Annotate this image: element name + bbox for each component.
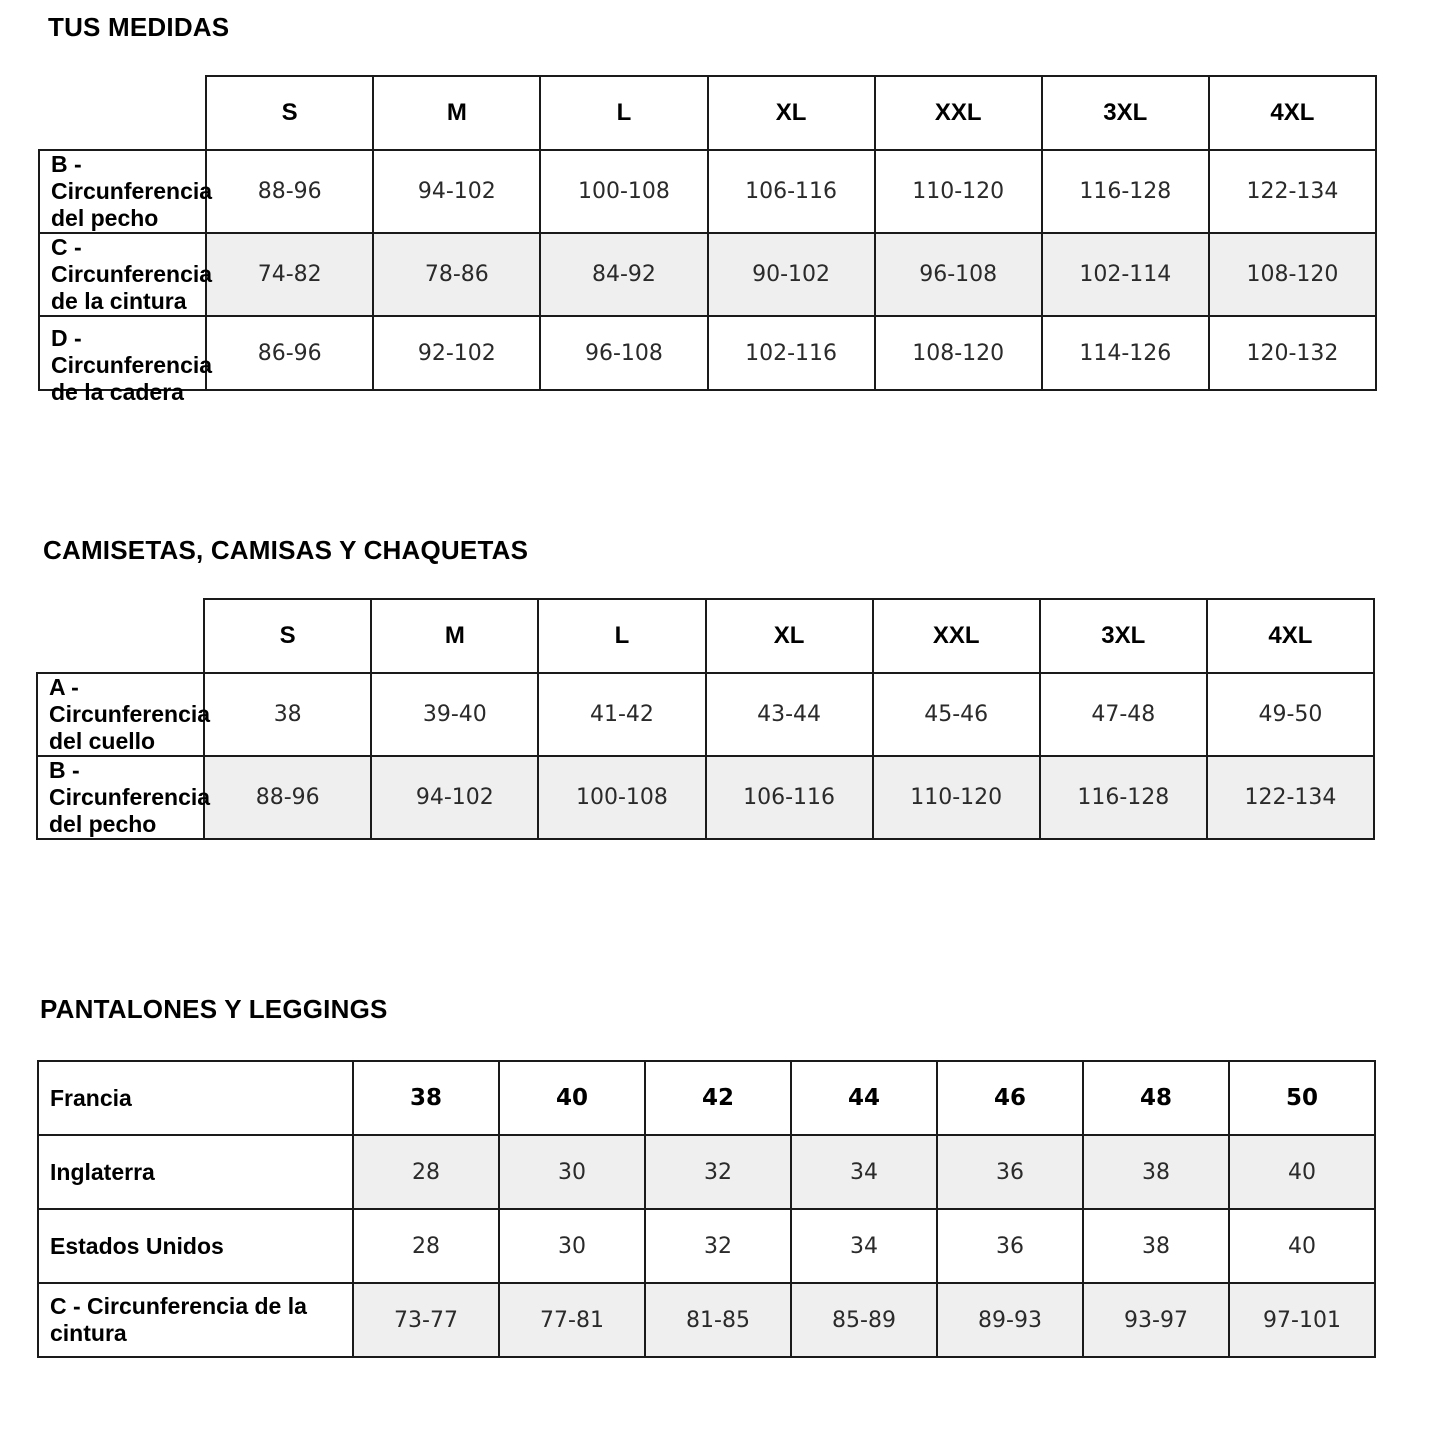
table-cell: 32 <box>645 1209 791 1283</box>
table-cell: 38 <box>1083 1209 1229 1283</box>
size-header-l: L <box>538 599 705 673</box>
table-cell: 81-85 <box>645 1283 791 1357</box>
table-cell: 74-82 <box>206 233 373 316</box>
size-header: 48 <box>1083 1061 1229 1135</box>
table-cell: 100-108 <box>538 756 705 839</box>
row-label-usa: Estados Unidos <box>38 1209 353 1283</box>
size-header-xl: XL <box>706 599 873 673</box>
row-label-france: Francia <box>38 1061 353 1135</box>
measurements-table <box>38 75 1377 405</box>
size-header-xl: XL <box>708 76 875 150</box>
row-label-hip-text: D - Circunferencia de la cadera <box>51 325 213 405</box>
table-cell: 78-86 <box>373 233 540 316</box>
table-cell: 94-102 <box>373 150 540 233</box>
size-header-3xl: 3XL <box>1040 599 1207 673</box>
table-cell: 93-97 <box>1083 1283 1229 1357</box>
table-cell: 84-92 <box>540 233 707 316</box>
table-cell: 89-93 <box>937 1283 1083 1357</box>
table-cell: 88-96 <box>204 756 371 839</box>
table-cell: 34 <box>791 1135 937 1209</box>
table-cell: 102-114 <box>1042 233 1209 316</box>
table-cell: 28 <box>353 1209 499 1283</box>
table-cell: 96-108 <box>875 233 1042 316</box>
table-cell: 36 <box>937 1135 1083 1209</box>
section-title-camisetas: CAMISETAS, CAMISAS Y CHAQUETAS <box>43 535 529 565</box>
table-cell: 49-50 <box>1207 673 1374 756</box>
pants-table <box>37 1060 1376 1358</box>
size-header-row <box>39 76 1376 150</box>
table-cell: 94-102 <box>371 756 538 839</box>
table-cell: 40 <box>1229 1209 1375 1283</box>
table-cell: 97-101 <box>1229 1283 1375 1357</box>
section-title-medidas: TUS MEDIDAS <box>48 12 230 42</box>
table-row <box>39 316 1376 390</box>
table-cell: 120-132 <box>1209 316 1376 390</box>
table-cell: 100-108 <box>540 150 707 233</box>
table-row <box>37 673 1374 756</box>
table-corner <box>39 76 206 150</box>
table-cell: 38 <box>1083 1135 1229 1209</box>
table-cell: 116-128 <box>1040 756 1207 839</box>
table-cell: 47-48 <box>1040 673 1207 756</box>
size-header-row <box>37 599 1374 673</box>
table-cell: 92-102 <box>373 316 540 390</box>
size-header-m: M <box>373 76 540 150</box>
table-cell: 36 <box>937 1209 1083 1283</box>
row-label-waist: C - Circunferencia de la cintura <box>38 1283 353 1357</box>
size-header: 46 <box>937 1061 1083 1135</box>
table-cell: 106-116 <box>706 756 873 839</box>
table-cell: 30 <box>499 1209 645 1283</box>
row-label-england: Inglaterra <box>38 1135 353 1209</box>
table-cell: 88-96 <box>206 150 373 233</box>
table-cell: 38 <box>204 673 371 756</box>
table-cell: 86-96 <box>206 316 373 390</box>
table-cell: 30 <box>499 1135 645 1209</box>
table-row <box>38 1283 1375 1357</box>
row-label-waist: C - Circunferencia de la cintura <box>39 233 206 316</box>
size-header-row <box>38 1061 1375 1135</box>
table-cell: 34 <box>791 1209 937 1283</box>
size-header-s: S <box>206 76 373 150</box>
table-cell: 96-108 <box>540 316 707 390</box>
size-header: 40 <box>499 1061 645 1135</box>
table-row <box>37 756 1374 839</box>
table-cell: 39-40 <box>371 673 538 756</box>
table-cell: 110-120 <box>873 756 1040 839</box>
table-cell: 110-120 <box>875 150 1042 233</box>
row-label-neck: A - Circunferencia del cuello <box>37 673 204 756</box>
size-header-m: M <box>371 599 538 673</box>
row-label-chest: B - Circunferencia del pecho <box>39 150 206 233</box>
table-cell: 116-128 <box>1042 150 1209 233</box>
table-cell: 40 <box>1229 1135 1375 1209</box>
size-header: 50 <box>1229 1061 1375 1135</box>
table-cell: 108-120 <box>1209 233 1376 316</box>
size-header-3xl: 3XL <box>1042 76 1209 150</box>
table-cell: 41-42 <box>538 673 705 756</box>
table-cell: 85-89 <box>791 1283 937 1357</box>
table-row <box>38 1209 1375 1283</box>
size-header-xxl: XXL <box>873 599 1040 673</box>
row-label-hip <box>39 316 213 405</box>
table-corner <box>37 599 204 673</box>
table-row <box>39 233 1376 316</box>
shirts-table <box>36 598 1375 840</box>
table-cell: 114-126 <box>1042 316 1209 390</box>
size-header: 42 <box>645 1061 791 1135</box>
table-cell: 43-44 <box>706 673 873 756</box>
row-label-chest: B - Circunferencia del pecho <box>37 756 204 839</box>
size-header-xxl: XXL <box>875 76 1042 150</box>
size-header: 38 <box>353 1061 499 1135</box>
size-header-4xl: 4XL <box>1207 599 1374 673</box>
size-header-s: S <box>204 599 371 673</box>
section-title-pantalones: PANTALONES Y LEGGINGS <box>40 994 388 1024</box>
table-cell: 45-46 <box>873 673 1040 756</box>
table-cell: 106-116 <box>708 150 875 233</box>
table-row <box>38 1135 1375 1209</box>
table-cell: 102-116 <box>708 316 875 390</box>
table-cell: 77-81 <box>499 1283 645 1357</box>
table-cell: 73-77 <box>353 1283 499 1357</box>
table-cell: 28 <box>353 1135 499 1209</box>
table-cell: 122-134 <box>1207 756 1374 839</box>
table-row <box>39 150 1376 233</box>
table-cell: 122-134 <box>1209 150 1376 233</box>
table-cell: 32 <box>645 1135 791 1209</box>
table-cell: 108-120 <box>875 316 1042 390</box>
size-header-4xl: 4XL <box>1209 76 1376 150</box>
size-header: 44 <box>791 1061 937 1135</box>
size-header-l: L <box>540 76 707 150</box>
table-cell: 90-102 <box>708 233 875 316</box>
